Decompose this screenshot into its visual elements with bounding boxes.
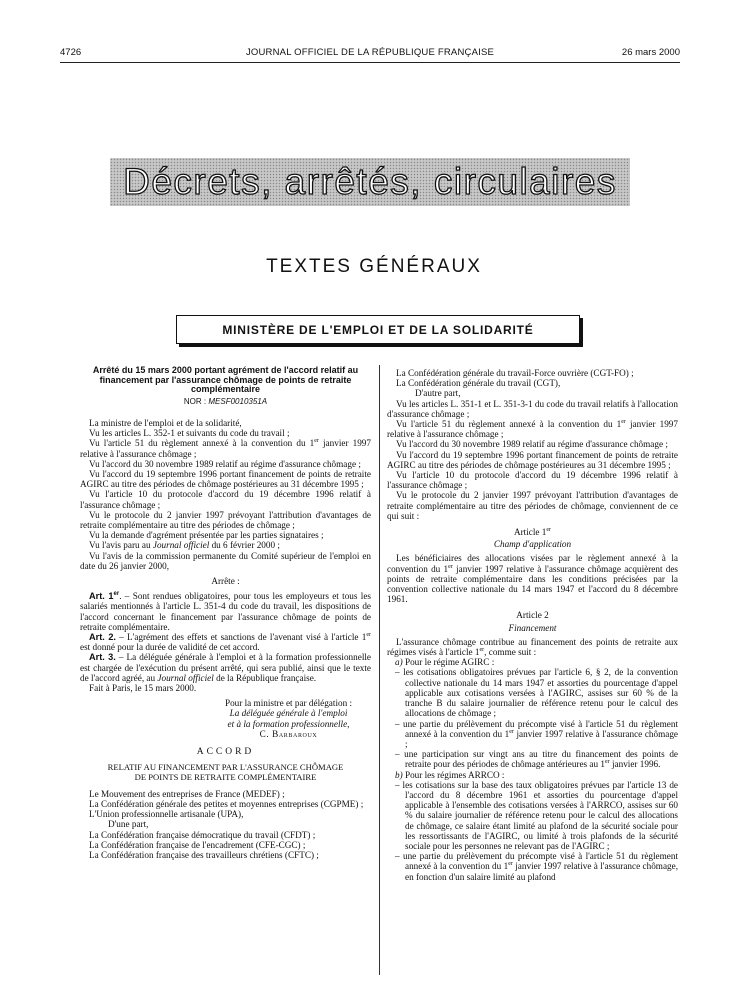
list-marker: b) [395,769,403,780]
arrete-heading: Arrête : [211,576,240,587]
signature-line: et à la formation professionnelle, [227,718,350,729]
text: RELATIF AU FINANCEMENT PAR L'ASSURANCE CHÔMAGE [107,762,344,773]
article-label: Art. 1 [89,591,114,602]
paragraph: Vu les articles L. 352-1 et suivants du code du travail ; [89,428,290,439]
text: L'assurance chômage contribue au financement des points de retraite aux régimes visés à l'article 1 [387,636,678,658]
paragraph: Vu la demande d'agrément présentée par les parties signataires ; [89,530,324,541]
article-label: Art. 3. [89,652,116,663]
superscript: er [605,759,610,766]
paragraph: Vu l'article 10 du protocole d'accord du 19 décembre 1996 relatif à l'assurance chômage ; [387,470,678,491]
issue-date: 26 mars 2000 [621,47,680,58]
nor-reference [80,397,371,407]
text: de la République française. [213,672,317,683]
article-1 [80,591,371,632]
text: du 6 février 2000 ; [209,540,280,551]
text: janvier 1997 relative à l'assurance chômage, en fonction d'un salaire limité au plafond [405,861,678,882]
accord-heading: ACCORD [196,747,255,758]
text: janvier 1997 relative à l'assurance chômage ; [80,438,371,459]
signature-line: Pour la ministre et par délégation : [224,698,353,709]
text: – une partie du prélèvement du précompte visé à l'article 51 du règlement annexé à la convention du 1 [395,851,678,872]
superscript: er [509,728,514,735]
superscript: er [113,591,120,598]
text: Pour les régimes ARRCO : [402,769,505,780]
superscript: er [479,647,485,654]
left-column [80,366,371,860]
text: – une partie du prélèvement du précompte visé à l'article 51 du règlement annexé à la convention du 1 [395,718,678,739]
party: L'Union professionnelle artisanale (UPA), [89,809,244,820]
text: janvier 1997 relative à l'assurance chômage ; [405,728,678,749]
list-item [395,749,678,770]
paragraph [387,419,678,439]
article-label: Art. 2. [89,632,116,643]
text: janvier 1997 relative à l'assurance chômage ; [387,419,678,440]
paragraph: Vu le protocole du 2 janvier 1997 prévoyant l'attribution d'avantages de retraite complémentaire au titre des périodes de chômage, conviennent de ce qui suit : [387,490,678,521]
list-item [395,851,678,882]
journal-title: JOURNAL OFFICIEL DE LA RÉPUBLIQUE FRANÇAISE [245,47,495,58]
text: . – Sont rendues obligatoires, pour tous les employeurs et tous les salariés mentionnés à l'article L. 351-4 du code du travail, les dispositions de l'accord concernant le financement par l'assurance chômage de points de retraite complémentaire. [80,591,371,632]
signature-block [206,698,371,739]
list-item: – les cotisations obligatoires prévues par l'article 6, § 2, de la convention collective nationale du 14 mars 1947 et assorties du pourcentage d'appel applicable aux cotisations versées à l'AGIRC, assises sur 60 % de la tranche B du salaire journalier de référence retenu pour le calcul des allocations de chômage ; [395,667,678,719]
paragraph: Vu le protocole du 2 janvier 1997 prévoyant l'attribution d'avantages de retraite complémentaire au titre des périodes de chômage ; [80,509,371,531]
nor-label: NOR : [183,396,207,406]
text: , comme suit : [484,647,537,658]
party: La Confédération générale des petites et moyennes entreprises (CGPME) ; [89,798,364,809]
superscript: er [314,438,319,445]
list-item: – les cotisations sur la base des taux obligatoires prévues par l'article 13 de l'accord du 8 décembre 1961 et assorties du pourcentage d'appel applicable à l'ensemble des cotisations versées à l'ARRCO, assises sur 60 % du salaire journalier de référence retenu pour le calcul des allocations de chômage, ce salaire étant limité au plafond de la sécurité sociale pour les ressortissants de l'AGIRC, ou limité à trois plafonds de la sécurité sociale pour les personnes ne relevant pas de l'AGIRC ; [395,779,678,851]
superscript: er [508,861,513,868]
paragraph [387,553,678,604]
paragraph: Vu les articles L. 351-1 et L. 351-3-1 du code du travail relatifs à l'allocation d'assurance chômage ; [387,398,678,419]
nor-code: MESF0010351A [208,396,268,406]
party: La Confédération française des travailleurs chrétiens (CFTC) ; [89,849,319,860]
section-title: TEXTES GÉNÉRAUX [266,256,482,277]
party-separator: D'une part, [108,819,149,830]
paragraph: Vu l'accord du 30 novembre 1989 relatif au régime d'assurance chômage ; [89,458,361,469]
text: Vu l'avis paru au [89,540,153,551]
decree-title: Arrêté du 15 mars 2000 portant agrément de l'accord relatif au financement par l'assurance chômage de points de retraite complémentaire [92,365,359,395]
right-column [387,368,678,882]
signatory-name: C. Barbaroux [259,728,318,739]
paragraph: Vu l'article 10 du protocole d'accord du 19 décembre 1996 relatif à l'assurance chômage ; [80,489,371,510]
text: janvier 1996. [609,759,661,770]
superscript: er [448,563,453,570]
party: Le Mouvement des entreprises de France (MEDEF) ; [89,788,285,799]
article-3 [80,652,371,683]
page-number: 4726 [60,47,82,58]
party-separator: D'autre part, [415,388,461,399]
paragraph [80,438,371,458]
party: La Confédération générale du travail-Force ouvrière (CGT-FO) ; [396,368,634,378]
signed-at: Fait à Paris, le 15 mars 2000. [89,683,197,694]
header-rule [60,62,680,63]
superscript: er [546,526,552,533]
text: – L'agrément des effets et sanctions de l'avenant visé à l'article 1 [115,632,367,643]
ministry-box [176,315,580,344]
party: La Confédération générale du travail (CGT), [396,378,561,389]
list-heading [397,770,678,780]
text: est donné pour la durée de validité de cet accord. [80,642,260,653]
banner-title: Décrets, arrêtés, circulaires [123,161,617,202]
text: Pour le régime AGIRC : [402,657,495,668]
article-2 [80,632,371,652]
superscript: er [621,418,626,425]
text: – une participation sur vingt ans au titre du financement des points de retraite pour des périodes de chômage antérieures au 1 [395,749,678,770]
list-heading [397,657,678,667]
text: janvier 1997 relative à l'assurance chômage acquièrent des points de retraite complémentaire dans les conditions précisées par la convention collective nationale du 14 mars 1947 et l'accord du 8 décembre 1961. [387,563,679,605]
superscript: er [366,631,371,638]
paragraph [387,637,678,657]
text: Vu l'article 51 du règlement annexé à la convention du 1 [89,438,315,449]
signature-line: La déléguée générale à l'emploi [229,708,348,719]
list-marker: a) [395,657,403,668]
paragraph [80,540,371,550]
accord-subtitle [80,762,371,782]
article-heading: Article 2 [516,610,549,621]
paragraph: Vu l'avis de la commission permanente du Comité supérieur de l'emploi en date du 26 janvier 2000, [80,550,371,571]
italic-text: Journal officiel [157,672,214,683]
column-divider [379,365,380,975]
italic-text: Journal officiel [152,540,210,551]
paragraph: Vu l'accord du 19 septembre 1996 portant financement de points de retraite AGIRC au titre des périodes de chômage postérieures au 31 décembre 1995 ; [80,469,371,490]
party: La Confédération française de l'encadrement (CFE-CGC) ; [89,839,306,850]
text: DE POINTS DE RETRAITE COMPLÉMENTAIRE [134,772,317,783]
text: Les bénéficiaires des allocations visées par le règlement annexé à la convention du 1 [387,553,678,574]
article-subheading: Champ d'application [493,539,572,550]
text: – La déléguée générale à l'emploi et à la formation professionnelle est chargée de l'exécution du présent arrêté, qui sera publié, ainsi que le texte de l'accord agréé, au [80,652,371,683]
text: Vu l'article 51 du règlement annexé à la convention du 1 [396,419,622,430]
list-item [395,718,678,750]
text: Article 1 [513,527,547,538]
ministry-name: MINISTÈRE DE L'EMPLOI ET DE LA SOLIDARITÉ [222,322,534,337]
article-heading [387,527,678,537]
page-header [60,47,680,61]
party: La Confédération française démocratique du travail (CFDT) ; [89,829,316,840]
paragraph: Vu l'accord du 30 novembre 1989 relatif au régime d'assurance chômage ; [396,439,668,450]
paragraph: Vu l'accord du 19 septembre 1996 portant financement de points de retraite AGIRC au titre des périodes de chômage postérieures au 31 décembre 1995 ; [387,449,678,470]
paragraph: La ministre de l'emploi et de la solidarité, [89,417,242,428]
article-subheading: Financement [508,622,557,633]
